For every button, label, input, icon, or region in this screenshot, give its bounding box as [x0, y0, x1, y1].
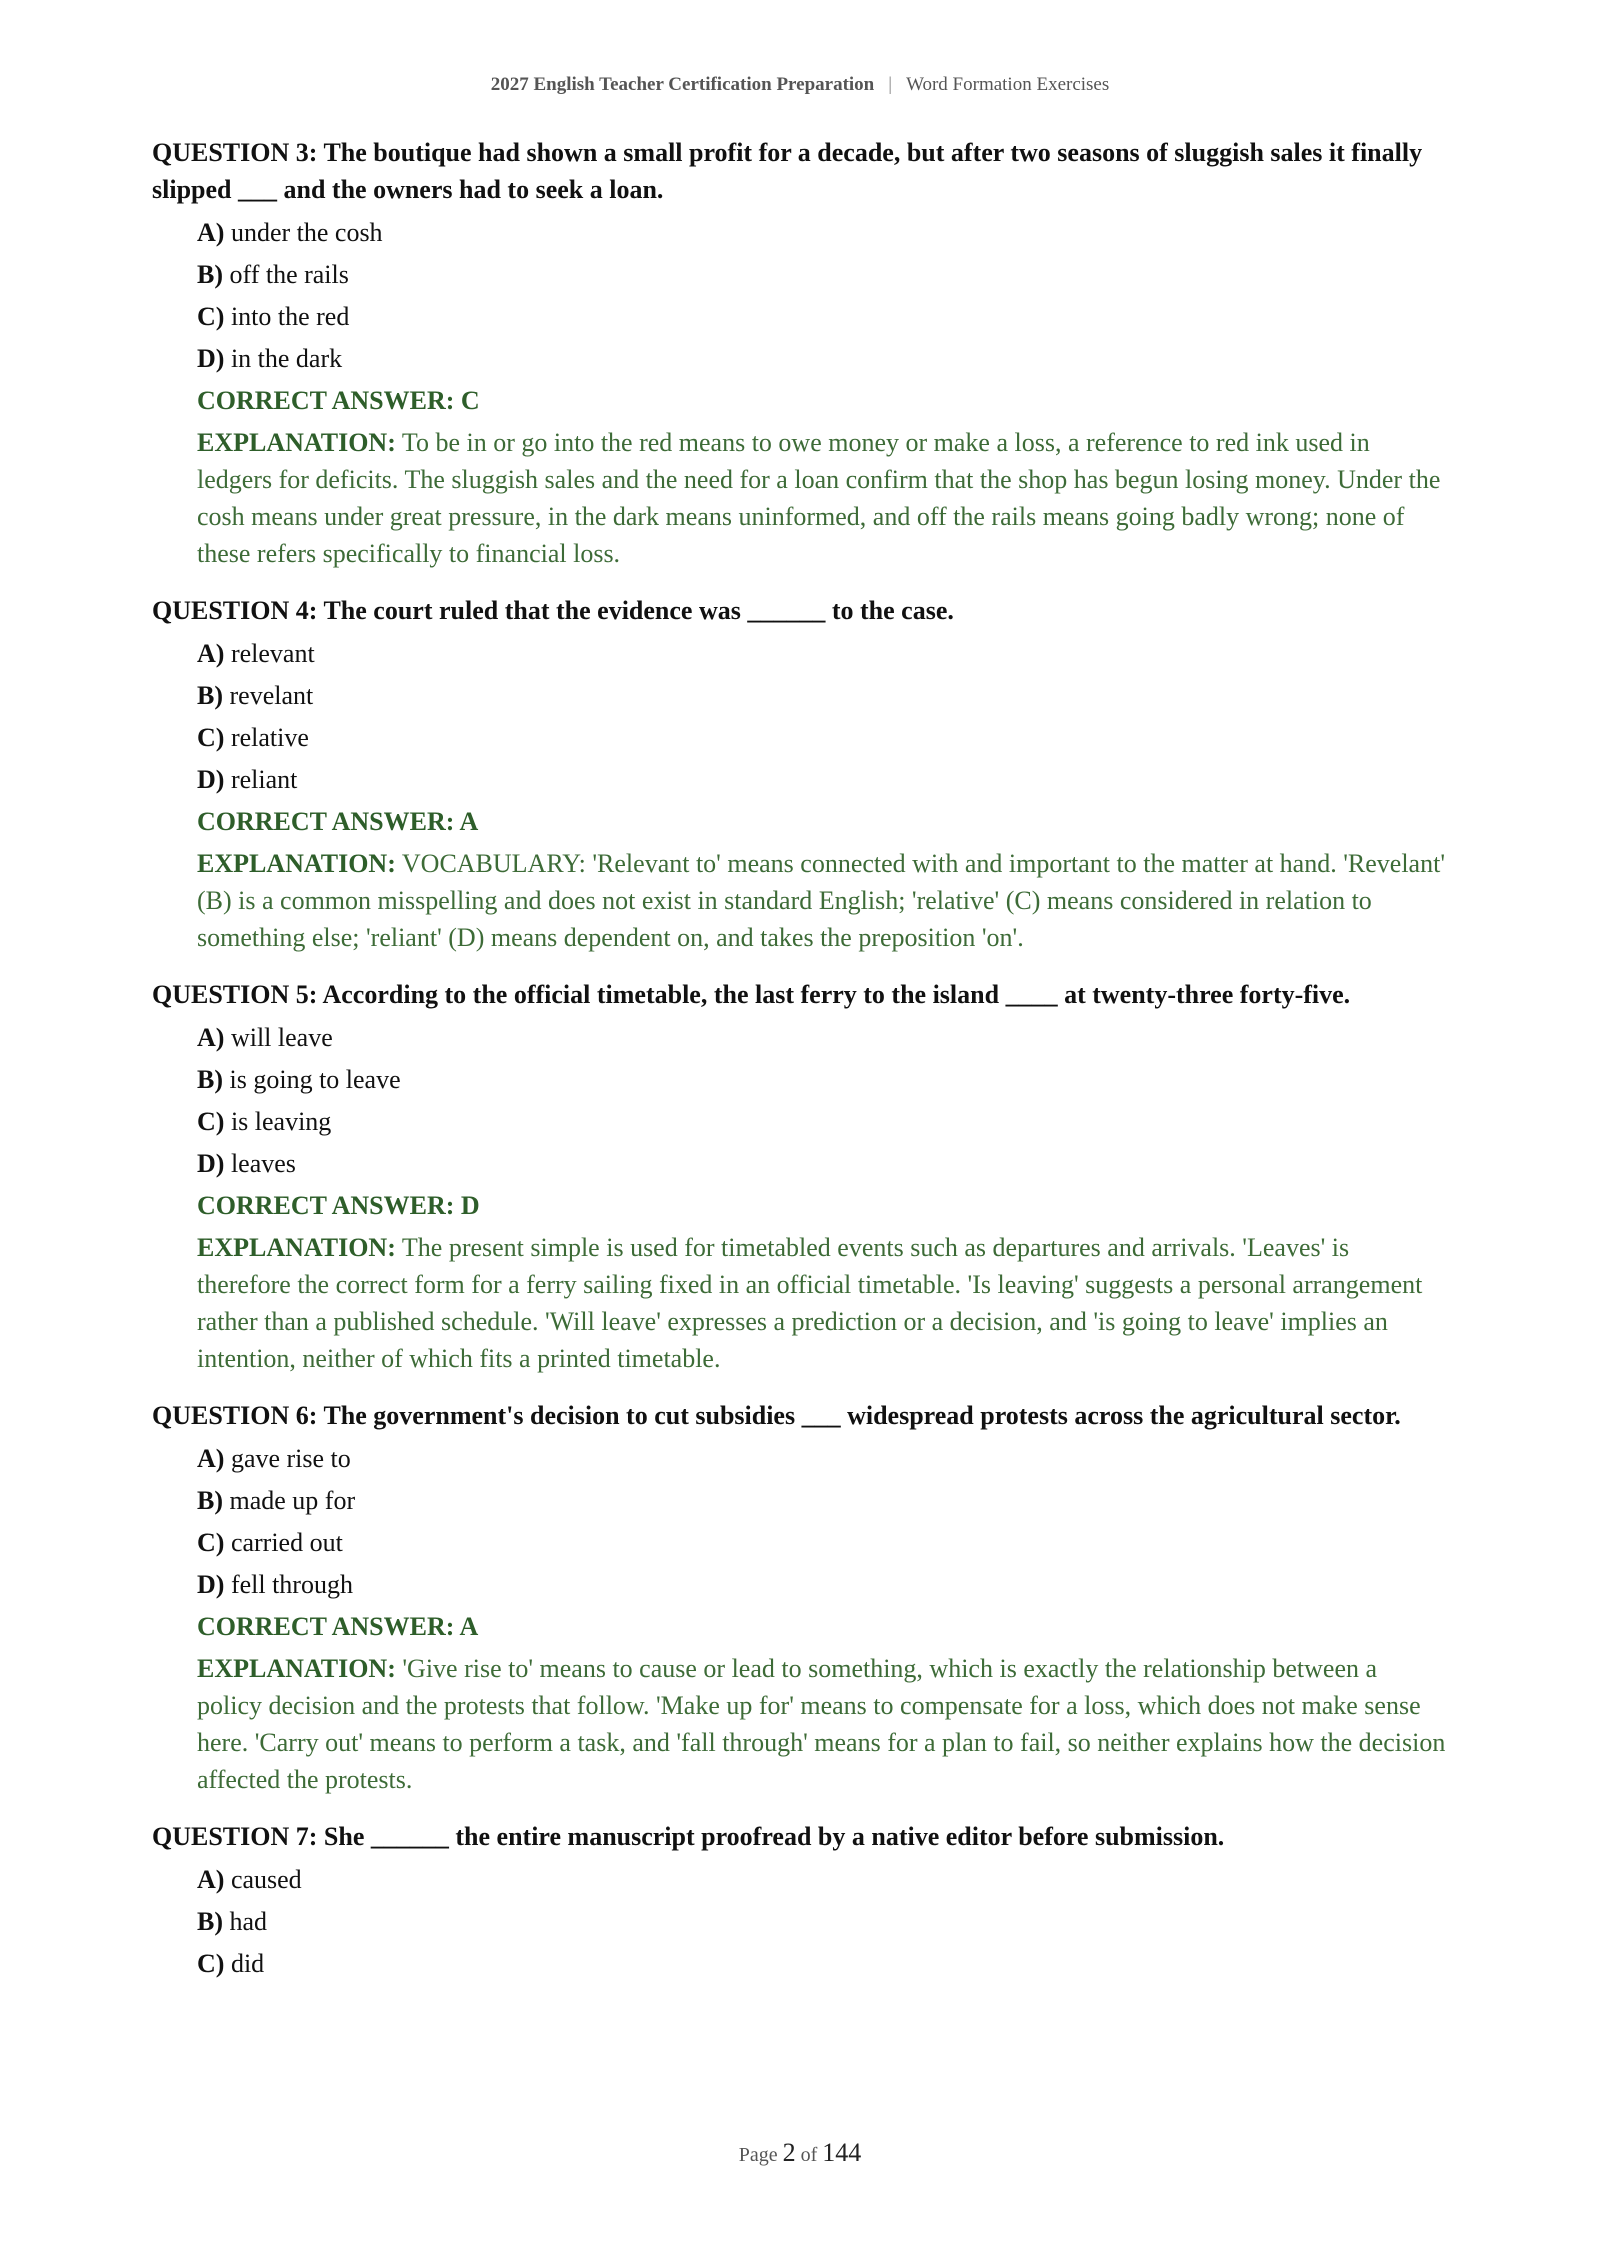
- option-letter: A): [197, 639, 225, 668]
- explanation-text: 'Give rise to' means to cause or lead to something, which is exactly the relationship between a policy decision and the protests that follow. 'Make up for' means to compensate for a loss, which does not make sense here. 'Carry out' means to perform a task, and 'fall through' means for a plan to fail, so neither explains how the decision affected the protests.: [197, 1654, 1446, 1794]
- header-separator: |: [888, 74, 893, 95]
- correct-answer: CORRECT ANSWER: D: [197, 1191, 480, 1220]
- option-c: [197, 1101, 1448, 1143]
- option-letter: B): [197, 1486, 223, 1515]
- option-letter: A): [197, 1023, 225, 1052]
- question-stem: QUESTION 4: The court ruled that the evidence was ______ to the case.: [152, 596, 954, 625]
- options-list: [197, 633, 1448, 801]
- explanation-label: EXPLANATION:: [197, 1654, 396, 1683]
- option-letter: C): [197, 1528, 225, 1557]
- option-c: [197, 717, 1448, 759]
- footer-current-page: 2: [782, 2138, 796, 2167]
- option-text: fell through: [230, 1570, 353, 1599]
- options-list: [197, 1859, 1448, 1985]
- option-text: is leaving: [230, 1107, 332, 1136]
- page-footer: [0, 2138, 1600, 2168]
- footer-page-word: Page: [738, 2144, 778, 2166]
- option-d: [197, 1143, 1448, 1185]
- question-stem: QUESTION 6: The government's decision to cut subsidies ___ widespread protests across the agricultural sector.: [152, 1401, 1401, 1430]
- option-b: [197, 1480, 1448, 1522]
- question-7: [152, 1818, 1448, 1985]
- question-4: [152, 592, 1448, 956]
- options-list: [197, 1017, 1448, 1185]
- option-letter: D): [197, 1570, 225, 1599]
- option-text: did: [230, 1949, 265, 1978]
- footer-of-word: of: [800, 2144, 818, 2166]
- option-letter: C): [197, 302, 225, 331]
- option-letter: C): [197, 723, 225, 752]
- option-text: gave rise to: [230, 1444, 351, 1473]
- option-text: revelant: [229, 681, 314, 710]
- option-a: [197, 212, 1448, 254]
- option-text: had: [229, 1907, 268, 1936]
- option-c: [197, 1943, 1448, 1985]
- option-text: relative: [230, 723, 309, 752]
- option-a: [197, 1859, 1448, 1901]
- option-letter: D): [197, 1149, 225, 1178]
- explanation-label: EXPLANATION:: [197, 428, 396, 457]
- option-letter: D): [197, 344, 225, 373]
- option-letter: A): [197, 1865, 225, 1894]
- explanation: [197, 1229, 1448, 1377]
- option-letter: B): [197, 1907, 223, 1936]
- correct-answer: CORRECT ANSWER: A: [197, 1612, 479, 1641]
- option-letter: D): [197, 765, 225, 794]
- option-d: [197, 759, 1448, 801]
- header-title: 2027 English Teacher Certification Preparation: [490, 74, 875, 95]
- option-letter: B): [197, 681, 223, 710]
- option-text: relevant: [230, 639, 315, 668]
- option-text: off the rails: [229, 260, 349, 289]
- option-text: carried out: [230, 1528, 343, 1557]
- option-letter: B): [197, 1065, 223, 1094]
- explanation-label: EXPLANATION:: [197, 1233, 396, 1262]
- option-c: [197, 296, 1448, 338]
- option-text: reliant: [230, 765, 298, 794]
- explanation: [197, 1650, 1448, 1798]
- options-list: [197, 1438, 1448, 1606]
- option-letter: A): [197, 1444, 225, 1473]
- option-d: [197, 1564, 1448, 1606]
- option-letter: C): [197, 1107, 225, 1136]
- option-c: [197, 1522, 1448, 1564]
- option-text: in the dark: [230, 344, 343, 373]
- explanation-text: To be in or go into the red means to owe money or make a loss, a reference to red ink used in ledgers for deficits. The sluggish sales and the need for a loan confirm that the shop has begun losing money. Under the cosh means under great pressure, in the dark means uninformed, and off the rails means going badly wrong; none of these refers specifically to financial loss.: [197, 428, 1441, 568]
- correct-answer: CORRECT ANSWER: A: [197, 807, 479, 836]
- correct-answer: CORRECT ANSWER: C: [197, 386, 480, 415]
- option-b: [197, 675, 1448, 717]
- question-stem: QUESTION 7: She ______ the entire manuscript proofread by a native editor before submission.: [152, 1822, 1225, 1851]
- header-subtitle: Word Formation Exercises: [906, 74, 1110, 95]
- option-b: [197, 1901, 1448, 1943]
- option-a: [197, 633, 1448, 675]
- explanation: [197, 845, 1448, 956]
- option-text: into the red: [230, 302, 350, 331]
- option-b: [197, 254, 1448, 296]
- option-text: is going to leave: [229, 1065, 401, 1094]
- options-list: [197, 212, 1448, 380]
- option-text: made up for: [229, 1486, 356, 1515]
- option-d: [197, 338, 1448, 380]
- explanation-text: The present simple is used for timetabled events such as departures and arrivals. 'Leaves' is therefore the correct form for a ferry sailing fixed in an official timetable. 'Is leaving' suggests a personal arrangement rather than a published schedule. 'Will leave' expresses a prediction or a decision, and 'is going to leave' implies an intention, neither of which fits a printed timetable.: [197, 1233, 1423, 1373]
- explanation: [197, 424, 1448, 572]
- option-text: leaves: [230, 1149, 296, 1178]
- question-5: [152, 976, 1448, 1377]
- question-list: [152, 134, 1448, 2005]
- option-letter: B): [197, 260, 223, 289]
- option-text: will leave: [230, 1023, 333, 1052]
- page-header: [0, 74, 1600, 96]
- option-a: [197, 1017, 1448, 1059]
- option-b: [197, 1059, 1448, 1101]
- question-stem: QUESTION 3: The boutique had shown a small profit for a decade, but after two seasons of sluggish sales it finally slipped ___ and the owners had to seek a loan.: [152, 138, 1423, 204]
- question-stem: QUESTION 5: According to the official timetable, the last ferry to the island ____ at twenty-three forty-five.: [152, 980, 1351, 1009]
- option-a: [197, 1438, 1448, 1480]
- question-6: [152, 1397, 1448, 1798]
- footer-total-pages: 144: [822, 2138, 862, 2167]
- option-letter: A): [197, 218, 225, 247]
- question-3: [152, 134, 1448, 572]
- explanation-label: EXPLANATION:: [197, 849, 396, 878]
- explanation-text: VOCABULARY: 'Relevant to' means connected with and important to the matter at hand. 'Revelant' (B) is a common misspelling and does not exist in standard English; 'relative' (C) means considered in relation to something else; 'reliant' (D) means dependent on, and takes the preposition 'on'.: [197, 849, 1446, 952]
- option-letter: C): [197, 1949, 225, 1978]
- option-text: caused: [230, 1865, 302, 1894]
- option-text: under the cosh: [230, 218, 383, 247]
